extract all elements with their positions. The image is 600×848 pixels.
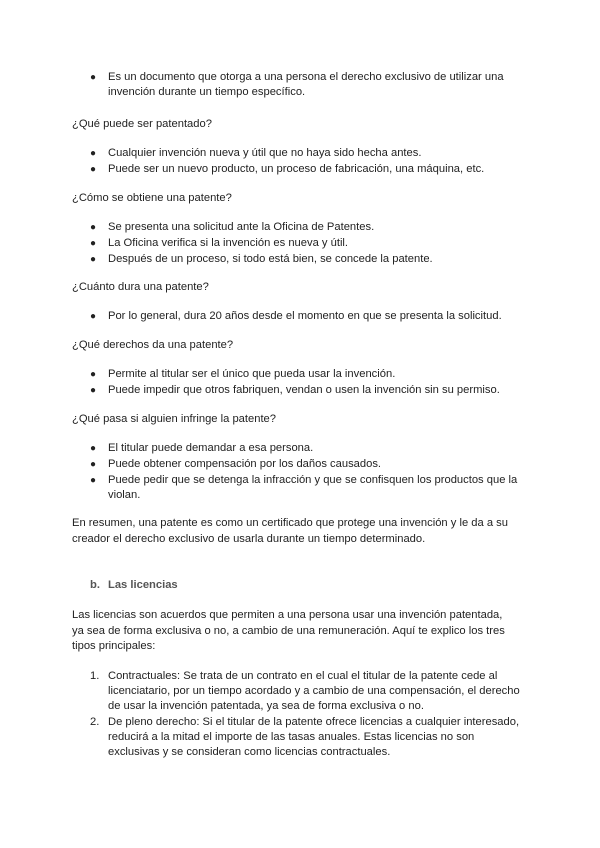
bullet-icon: ●: [90, 222, 97, 233]
question-heading: ¿Qué pasa si alguien infringe la patente?: [72, 413, 276, 425]
list-item: ● Cualquier invención nueva y útil que no haya sido hecha antes.: [90, 147, 422, 159]
list-item: ● La Oficina verifica si la invención es nueva y útil.: [90, 237, 349, 249]
bullet-list: [0, 367, 600, 399]
summary-paragraph: En resumen, una patente es como un certificado que protege una invención y le da a su creador el derecho exclusivo de usarla durante un tiempo determinado.: [72, 517, 508, 545]
list-item: ● El titular puede demandar a esa persona.: [90, 442, 314, 454]
bullet-icon: ●: [90, 311, 97, 322]
bullet-list: [0, 441, 600, 504]
licencias-numbered-list: [0, 669, 600, 761]
list-item: 2. De pleno derecho: Si el titular de la patente ofrece licencias a cualquier interesado, reducirá a la mitad el importe de las tasas anuales. Estas licencias no son exclusivas y se consideran como licencias contractuales.: [90, 716, 520, 758]
subheading-letter: b.: [90, 579, 100, 591]
licencias-intro-paragraph: Las licencias son acuerdos que permiten a una persona usar una invención patentada, ya sea de forma exclusiva o no, a cambio de una remuneración. Aquí te explico los tres tipos principales:: [72, 609, 505, 652]
bullet-icon: ●: [90, 459, 97, 470]
bullet-icon: ●: [90, 443, 97, 454]
bullet-icon: ●: [90, 475, 97, 486]
list-item: ● Puede ser un nuevo producto, un proceso de fabricación, una máquina, etc.: [90, 163, 485, 175]
bullet-icon: ●: [90, 72, 97, 83]
question-heading: ¿Qué puede ser patentado?: [72, 118, 212, 130]
question-heading: ¿Cómo se obtiene una patente?: [72, 192, 232, 204]
bullet-icon: ●: [90, 148, 97, 159]
list-item: ● Puede obtener compensación por los daños causados.: [90, 458, 382, 470]
list-item: ● Se presenta una solicitud ante la Oficina de Patentes.: [90, 221, 375, 233]
list-number: 1.: [90, 670, 100, 682]
intro-bullet-list: [0, 70, 600, 101]
subheading-title: Las licencias: [108, 579, 178, 591]
bullet-icon: ●: [90, 164, 97, 175]
bullet-icon: ●: [90, 238, 97, 249]
list-item: ● Después de un proceso, si todo está bien, se concede la patente.: [90, 253, 433, 265]
section-subheading: [90, 578, 178, 593]
bullet-icon: ●: [90, 385, 97, 396]
list-number: 2.: [90, 716, 100, 728]
list-item: ● Puede impedir que otros fabriquen, vendan o usen la invención sin su permiso.: [90, 384, 500, 396]
list-item: 1. Contractuales: Se trata de un contrato en el cual el titular de la patente cede al licenciatario, por un tiempo acordado y a cambio de una compensación, el derecho de usar la invención patentada, ya sea de forma exclusiva o no.: [90, 670, 520, 712]
list-item: ● Es un documento que otorga a una persona el derecho exclusivo de utilizar una invención durante un tiempo específico.: [90, 71, 504, 98]
list-item: ● Por lo general, dura 20 años desde el momento en que se presenta la solicitud.: [90, 310, 502, 322]
question-heading: ¿Cuánto dura una patente?: [72, 281, 209, 293]
bullet-list: [0, 146, 600, 178]
list-item: ● Permite al titular ser el único que pueda usar la invención.: [90, 368, 396, 380]
bullet-icon: ●: [90, 369, 97, 380]
bullet-list: [0, 309, 600, 325]
list-item: ● Puede pedir que se detenga la infracción y que se confisquen los productos que la violan.: [90, 474, 518, 501]
bullet-list: [0, 220, 600, 268]
bullet-icon: ●: [90, 254, 97, 265]
question-heading: ¿Qué derechos da una patente?: [72, 339, 234, 351]
